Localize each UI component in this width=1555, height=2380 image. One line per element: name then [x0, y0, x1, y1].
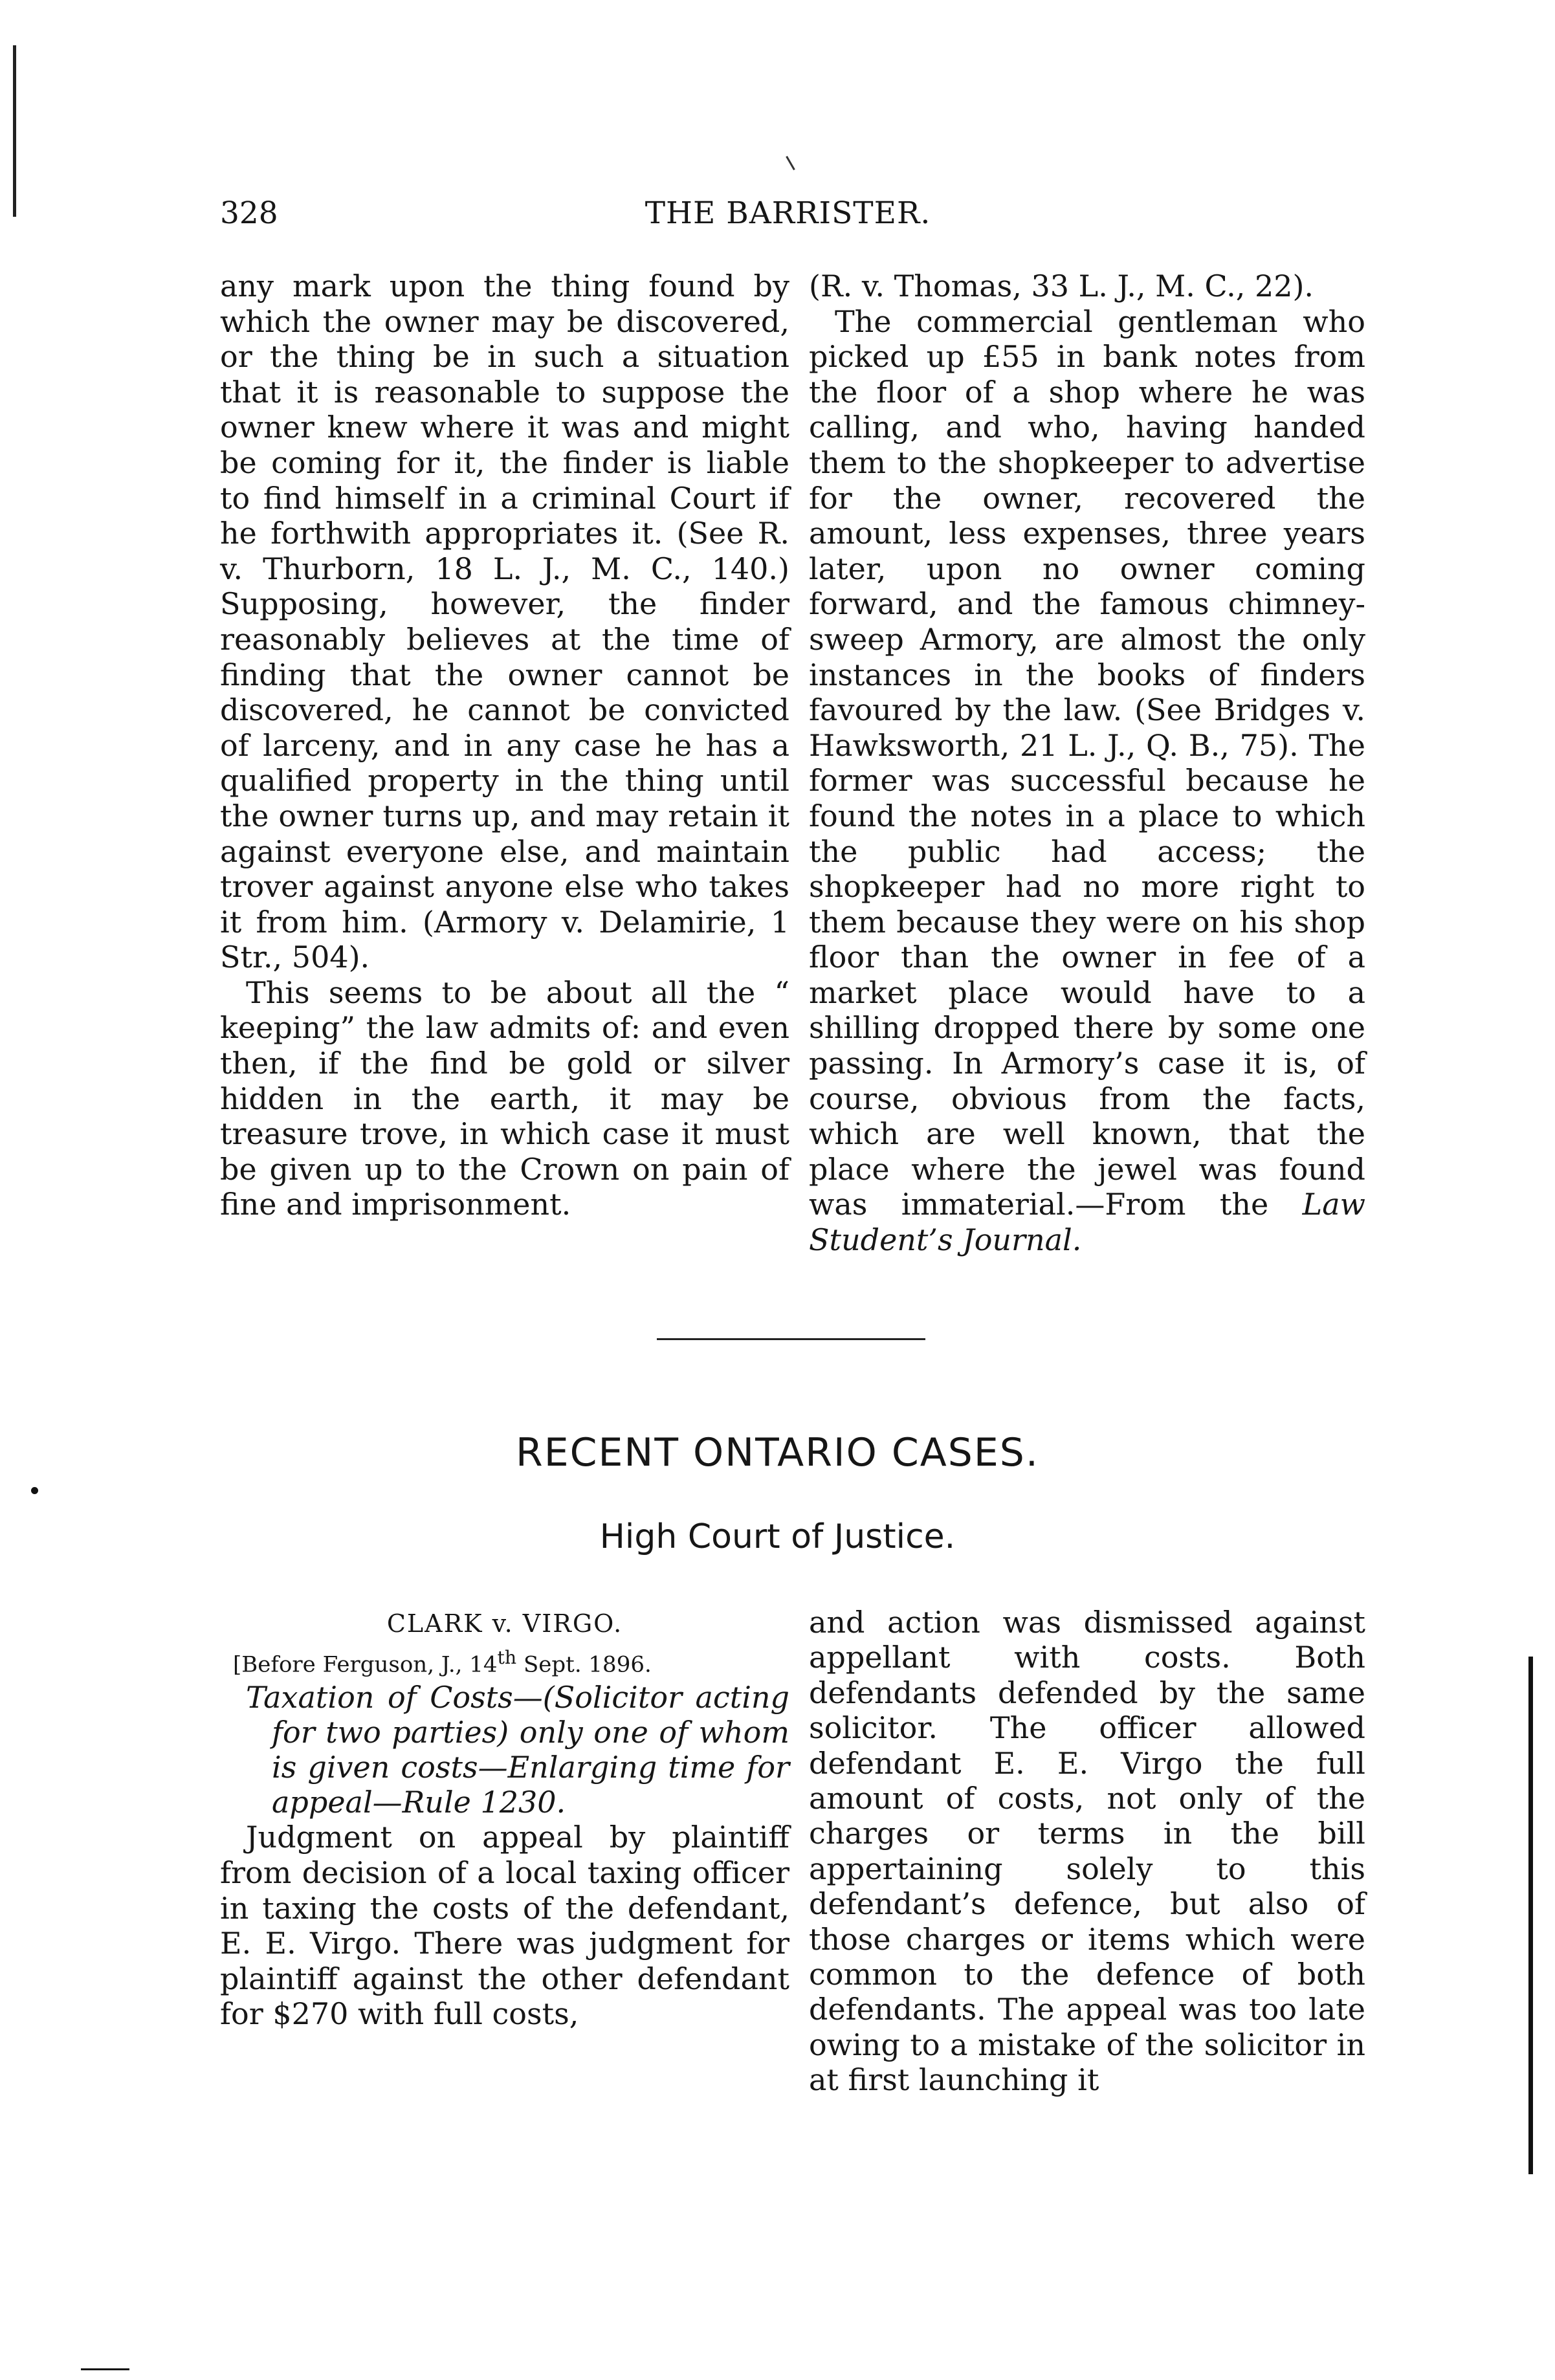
case-headnote: Taxation of Costs—(Solicitor acting for two parties) only one of whom is given costs—Enlarging time for appeal—Rule 1230. [246, 1680, 789, 1820]
page-number: 328 [220, 195, 278, 231]
journal-title: THE BARRISTER. [645, 195, 931, 231]
right-scan-edge [1528, 1657, 1533, 2174]
article-paragraph: any mark upon the thing found by which the owner may be discovered, or the thing be in such a situation that it is reasonable to suppose the owner knew where it was and might be coming for it, the finder is liable to find himself in a criminal Court if he forthwith appropriates it. (See R. v. Thurborn, 18 L. J., M. C., 140.) Supposing, however, the finder reasonably believes at the time of finding that the owner cannot be discovered, he cannot be convicted of larceny, and in any case he has a qualified property in the thing until the owner turns up, and may retain it against everyone else, and maintain trover against anyone else who takes it from him. (Armory v. Delamirie, 1 Str., 504). [220, 269, 789, 975]
court-before: Before [241, 1651, 316, 1678]
article-left-column [220, 269, 789, 1222]
article-paragraph [809, 304, 1365, 1258]
court-year: . 1896. [574, 1651, 652, 1678]
article-paragraph: This seems to be about all the “ keeping” the law admits of: and even then, if the find be gold or silver hidden in the earth, it may be treasure trove, in which case it must be given up to the Crown on pain of fine and imprisonment. [220, 975, 789, 1222]
article-paragraph-text: The commercial gentleman who picked up £55 in bank notes from the floor of a shop where he was calling, and who, having handed them to the shopkeeper to advertise for the owner, recovered the amount, less expenses, three years later, upon no owner coming forward, and the famous chimney-sweep Armory, are almost the only instances in the books of finders favoured by the law. (See Bridges v. Hawksworth, 21 L. J., Q. B., 75). The former was successful because he found the notes in a place to which the public had access; the shopkeeper had no more right to them because they were on his shop floor than the owner in fee of a market place would have to a shilling dropped there by some one passing. In Armory’s case it is, of course, obvious from the facts, which are well known, that the place where the jewel was found was immaterial.—From the [809, 303, 1365, 1222]
section-title: RECENT ONTARIO CASES. [516, 1430, 1039, 1475]
case-left-column [220, 1605, 789, 2032]
case-court-line [220, 1642, 789, 1680]
bottom-scan-mark [81, 2368, 129, 2370]
article-source: Law Student’s Journal. [809, 1187, 1366, 1258]
scan-dot [31, 1487, 38, 1494]
case-body-right: and action was dismissed against appellant with costs. Both defendants defended by the same solicitor. The officer allowed defendant E. E. Virgo the full amount of costs, not only of the charges or terms in the bill appertaining solely to this defendant’s defence, but also of those charges or items which were common to the defence of both defendants. The appeal was too late owing to a mistake of the solicitor in at first launching it [809, 1605, 1365, 2098]
article-citation: (R. v. Thomas, 33 L. J., M. C., 22). [809, 269, 1314, 303]
bracket: [ [233, 1651, 242, 1678]
article-right-column [809, 269, 1365, 1258]
running-head [220, 194, 1356, 239]
case-name: CLARK v. VIRGO. [386, 1609, 623, 1638]
left-scan-edge [13, 45, 16, 217]
case-body-left: Judgment on appeal by plaintiff from decision of a local taxing officer in taxing the costs of the defendant, E. E. Virgo. There was judgment for plaintiff against the other defendant for $270 with full costs, [220, 1820, 789, 2032]
scan-mark [786, 156, 795, 170]
court-month: Sept [523, 1651, 575, 1678]
case-right-column [809, 1605, 1365, 2098]
section-divider [657, 1338, 925, 1340]
court-date-suffix: th [497, 1647, 517, 1668]
court-judge-suffix: , J., 14 [427, 1651, 498, 1678]
court-title: High Court of Justice. [599, 1517, 956, 1556]
court-judge: Ferguson [322, 1651, 428, 1678]
